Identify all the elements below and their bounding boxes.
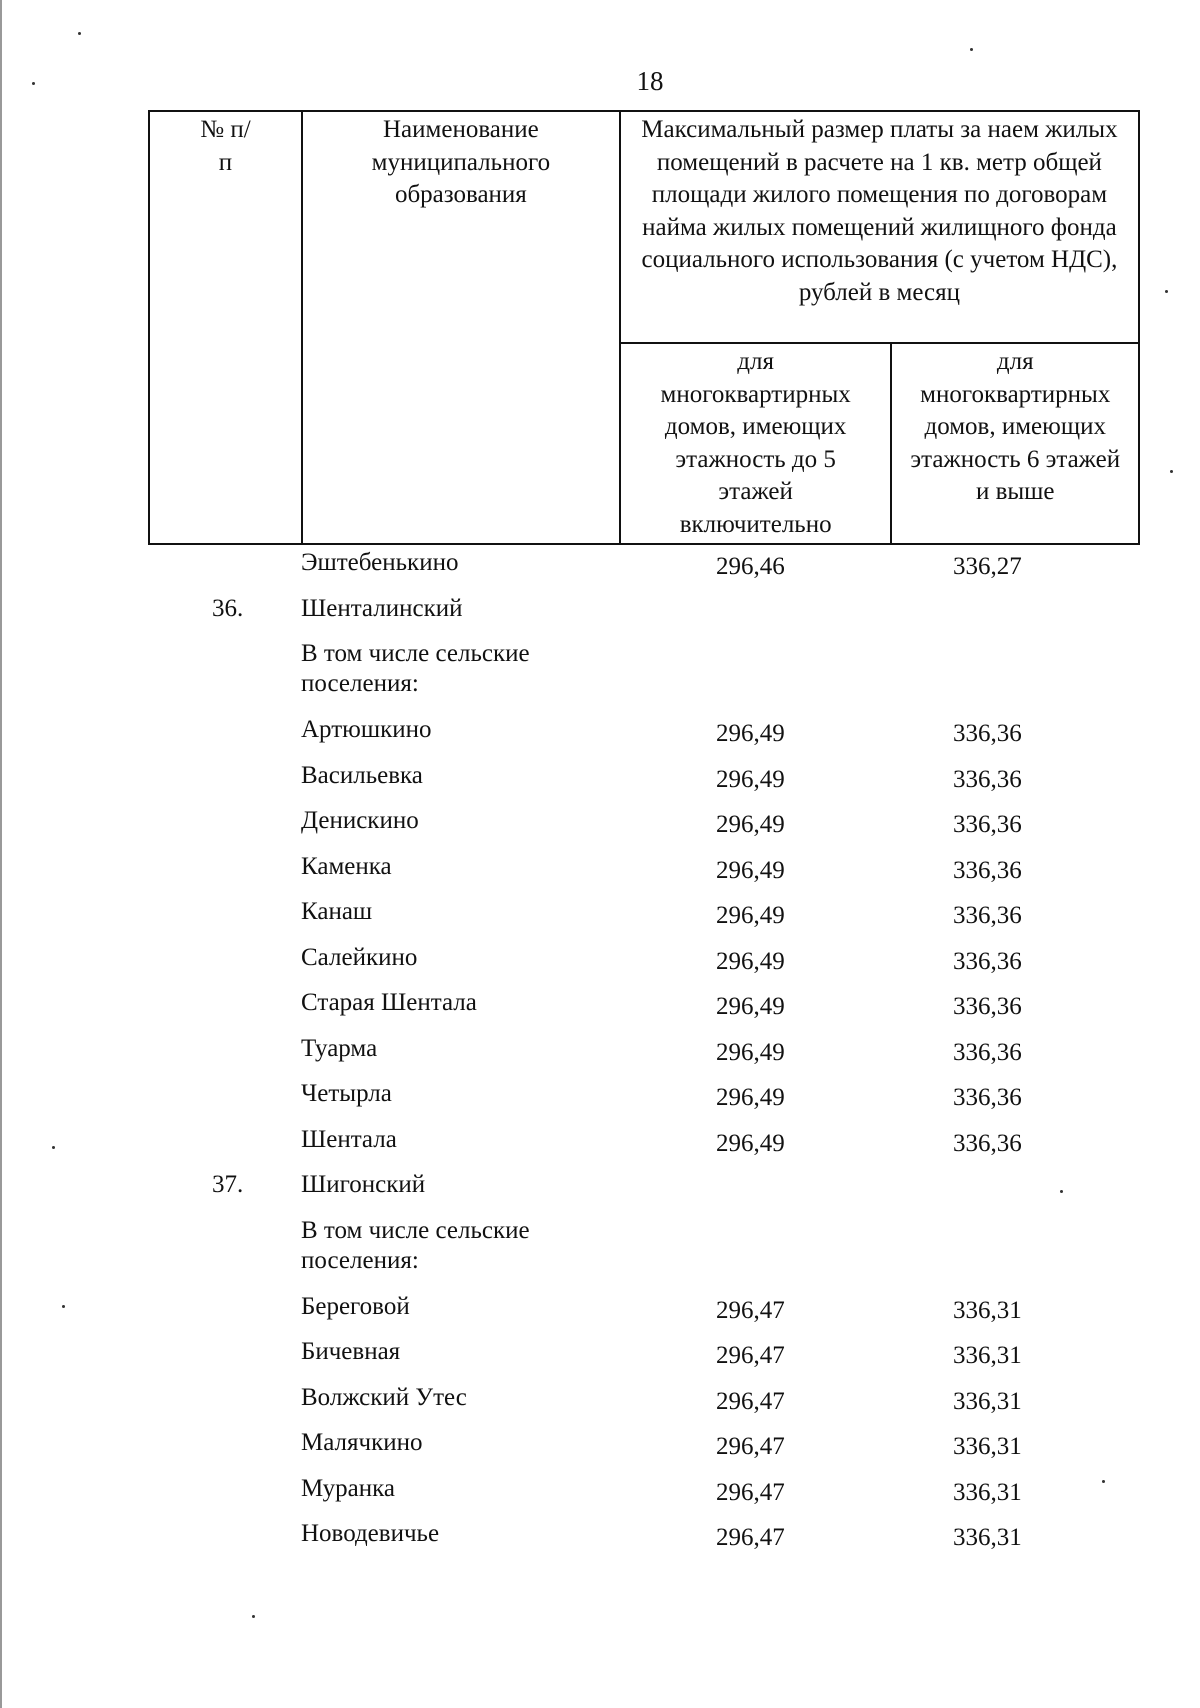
row-value-up-to-5-floors: 296,49 <box>716 1129 785 1157</box>
table-row <box>0 1216 1200 1292</box>
scan-speck <box>970 48 973 51</box>
scan-speck <box>32 82 35 85</box>
header-price-cell <box>620 111 1139 343</box>
row-value-up-to-5-floors: 296,49 <box>716 720 785 747</box>
row-value-up-to-5-floors: 296,49 <box>716 1038 785 1066</box>
row-name: Новодевичье <box>301 1520 440 1547</box>
row-value-6-floors-and-above: 336,36 <box>953 720 1022 747</box>
page-number: 18 <box>636 66 664 96</box>
row-value-6-floors-and-above: 336,31 <box>953 1296 1022 1324</box>
row-value-6-floors-and-above: 336,36 <box>953 811 1022 838</box>
table-row <box>0 548 1200 594</box>
scan-speck <box>78 32 81 35</box>
row-name: В том числе сельские поселения: <box>301 640 530 697</box>
header-num-label: № п/п <box>200 116 251 176</box>
row-name: Старая Шентала <box>301 989 477 1016</box>
header-num-cell <box>149 111 302 544</box>
table-row <box>0 1292 1200 1338</box>
table-body <box>0 548 1200 1565</box>
row-value-up-to-5-floors: 296,47 <box>716 1387 785 1415</box>
row-value-6-floors-and-above: 336,31 <box>953 1342 1022 1369</box>
row-value-up-to-5-floors: 296,46 <box>716 553 785 580</box>
row-name: Шентала <box>301 1125 397 1153</box>
scan-speck <box>62 1305 65 1308</box>
table-row <box>0 1337 1200 1383</box>
row-value-up-to-5-floors: 296,47 <box>716 1478 785 1506</box>
row-number: 37. <box>212 1171 244 1198</box>
table-row <box>0 897 1200 943</box>
header-price-label: Максимальный размер платы за наем жилых помещений в расчете на 1 кв. метр общей площади жилого помещения по договорам найма жилых помещений жилищного фонда социального использования (с учетом НДС), рублей в месяц <box>641 116 1118 306</box>
row-value-up-to-5-floors: 296,47 <box>716 1524 785 1551</box>
header-name-cell <box>302 111 620 544</box>
table-row <box>0 1170 1200 1216</box>
row-value-up-to-5-floors: 296,49 <box>716 765 785 793</box>
row-name: Канаш <box>301 898 373 925</box>
table-row <box>0 1474 1200 1520</box>
row-value-6-floors-and-above: 336,36 <box>953 1038 1022 1066</box>
row-value-up-to-5-floors: 296,49 <box>716 856 785 884</box>
row-name: Муранка <box>301 1474 395 1502</box>
table-row <box>0 639 1200 715</box>
table-header <box>148 110 1140 545</box>
scan-speck <box>1102 1480 1105 1483</box>
row-name: Каменка <box>301 852 392 880</box>
row-value-up-to-5-floors: 296,49 <box>716 993 785 1020</box>
table-row <box>0 852 1200 898</box>
row-name: Туарма <box>301 1034 378 1062</box>
row-value-6-floors-and-above: 336,31 <box>953 1433 1022 1460</box>
table-row <box>0 943 1200 989</box>
row-name: Эштебенькино <box>301 549 459 576</box>
row-value-6-floors-and-above: 336,27 <box>953 553 1022 580</box>
row-value-6-floors-and-above: 336,31 <box>953 1524 1022 1551</box>
row-value-up-to-5-floors: 296,49 <box>716 947 785 975</box>
row-value-6-floors-and-above: 336,36 <box>953 947 1022 975</box>
table-row <box>0 1034 1200 1080</box>
row-name: В том числе сельские поселения: <box>301 1216 530 1274</box>
table-row <box>0 594 1200 640</box>
row-value-6-floors-and-above: 336,36 <box>953 1084 1022 1111</box>
row-value-6-floors-and-above: 336,36 <box>953 902 1022 929</box>
header-sub-b-label: для многоквартирных домов, имеющих этажность 6 этажей и выше <box>910 348 1121 505</box>
table-row <box>0 1125 1200 1171</box>
row-value-6-floors-and-above: 336,31 <box>953 1387 1022 1415</box>
table-row <box>0 806 1200 852</box>
row-value-6-floors-and-above: 336,31 <box>953 1478 1022 1506</box>
scan-speck <box>1060 1190 1063 1193</box>
header-name-label: Наименование муниципального образования <box>371 116 551 208</box>
row-value-up-to-5-floors: 296,47 <box>716 1342 785 1369</box>
scan-speck <box>1165 290 1168 293</box>
table-row <box>0 715 1200 761</box>
scan-speck <box>52 1146 55 1149</box>
row-value-up-to-5-floors: 296,47 <box>716 1296 785 1324</box>
row-name: Четырла <box>301 1080 392 1107</box>
row-name: Волжский Утес <box>301 1383 467 1411</box>
row-value-6-floors-and-above: 336,36 <box>953 765 1022 793</box>
row-value-up-to-5-floors: 296,49 <box>716 1084 785 1111</box>
header-sub-b-cell <box>891 343 1139 544</box>
row-name: Шенталинский <box>301 594 463 622</box>
row-name: Денискино <box>301 807 419 834</box>
row-value-6-floors-and-above: 336,36 <box>953 856 1022 884</box>
header-sub-a-cell <box>620 343 892 544</box>
table-row <box>0 1383 1200 1429</box>
row-name: Васильевка <box>301 761 423 789</box>
row-name: Береговой <box>301 1292 410 1320</box>
table-row <box>0 1079 1200 1125</box>
row-value-6-floors-and-above: 336,36 <box>953 1129 1022 1157</box>
row-number: 36. <box>212 594 244 622</box>
row-value-up-to-5-floors: 296,49 <box>716 811 785 838</box>
scan-speck <box>1170 470 1173 473</box>
row-value-6-floors-and-above: 336,36 <box>953 993 1022 1020</box>
scan-speck <box>252 1615 255 1618</box>
row-name: Шигонский <box>301 1171 426 1198</box>
row-name: Малячкино <box>301 1429 423 1456</box>
row-name: Артюшкино <box>301 716 432 743</box>
table-row <box>0 1428 1200 1474</box>
table-row <box>0 1519 1200 1565</box>
table-row <box>0 988 1200 1034</box>
row-value-up-to-5-floors: 296,47 <box>716 1433 785 1460</box>
row-value-up-to-5-floors: 296,49 <box>716 902 785 929</box>
table-row <box>0 761 1200 807</box>
row-name: Бичевная <box>301 1338 401 1365</box>
row-name: Салейкино <box>301 943 418 971</box>
header-sub-a-label: для многоквартирных домов, имеющих этажность до 5 этажей включительно <box>660 348 851 538</box>
